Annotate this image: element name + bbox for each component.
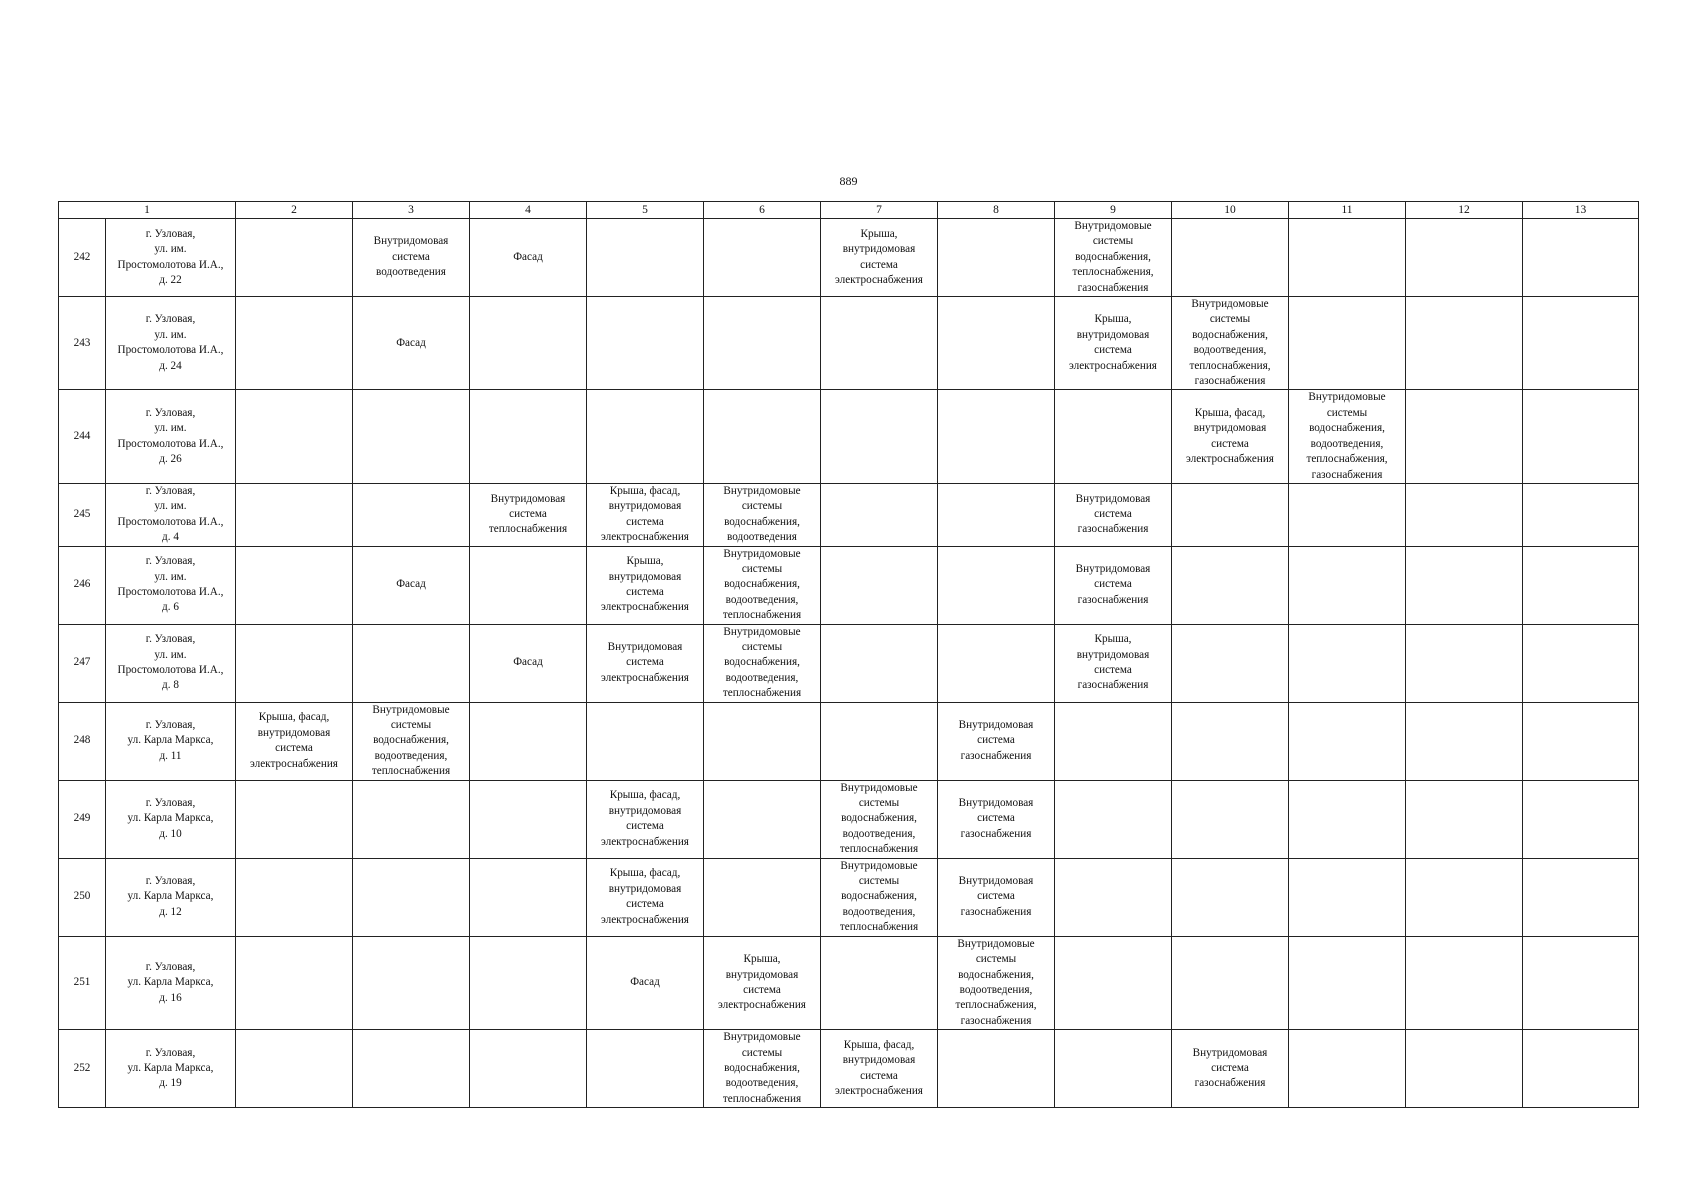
column-header: 6 [704,202,821,219]
work-cell [236,546,353,624]
work-cell: Внутридомовая система газоснабжения [938,702,1055,780]
work-cell [1406,390,1523,483]
work-cell [470,546,587,624]
column-header: 10 [1172,202,1289,219]
row-number: 244 [59,390,106,483]
work-cell [353,936,470,1029]
work-cell: Внутридомовые системы водоснабжения, водоотведения, теплоснабжения, газоснабжения [1289,390,1406,483]
work-cell: Фасад [353,297,470,390]
work-cell [236,297,353,390]
work-cell [1289,219,1406,297]
work-cell: Крыша, внутридомовая система газоснабжения [1055,624,1172,702]
page-number: 889 [839,174,858,188]
work-cell [704,780,821,858]
work-cell [587,297,704,390]
column-header: 1 [59,202,236,219]
work-cell [938,390,1055,483]
work-cell [1406,936,1523,1029]
address-cell: г. Узловая, ул. Карла Маркса, д. 12 [106,858,236,936]
work-cell: Крыша, фасад, внутридомовая система электроснабжения [587,780,704,858]
work-cell [1523,702,1639,780]
column-header: 7 [821,202,938,219]
table-row [59,219,1639,297]
work-cell [1289,297,1406,390]
work-cell [1289,936,1406,1029]
work-cell: Внутридомовая система газоснабжения [1055,546,1172,624]
table-row [59,297,1639,390]
work-cell [353,1030,470,1108]
work-cell: Крыша, внутридомовая система электроснабжения [704,936,821,1029]
work-cell [1406,624,1523,702]
address-cell: г. Узловая, ул. им. Простомолотова И.А., д. 4 [106,483,236,546]
work-cell [1406,546,1523,624]
work-cell: Внутридомовые системы водоснабжения, водоотведения, теплоснабжения, газоснабжения [938,936,1055,1029]
work-cell [938,219,1055,297]
work-cell [470,780,587,858]
address-cell: г. Узловая, ул. им. Простомолотова И.А., д. 6 [106,546,236,624]
work-cell [1289,546,1406,624]
address-cell: г. Узловая, ул. Карла Маркса, д. 11 [106,702,236,780]
work-cell: Крыша, фасад, внутридомовая система электроснабжения [587,483,704,546]
row-number: 243 [59,297,106,390]
work-cell [1055,780,1172,858]
work-cell [1406,219,1523,297]
work-cell [1172,483,1289,546]
table-row [59,936,1639,1029]
work-cell [938,297,1055,390]
row-number: 252 [59,1030,106,1108]
table-row [59,483,1639,546]
work-cell [470,858,587,936]
work-cell [353,390,470,483]
work-cell [821,546,938,624]
work-cell: Внутридомовая система газоснабжения [938,780,1055,858]
work-cell [1055,702,1172,780]
work-cell [1289,1030,1406,1108]
table-row [59,858,1639,936]
work-cell: Фасад [353,546,470,624]
work-cell [1289,624,1406,702]
work-cell [1289,483,1406,546]
work-cell [1523,483,1639,546]
work-cell [236,858,353,936]
row-number: 242 [59,219,106,297]
work-cell [704,858,821,936]
table-header-row [59,202,1639,219]
column-header: 13 [1523,202,1639,219]
address-cell: г. Узловая, ул. им. Простомолотова И.А., д. 26 [106,390,236,483]
work-cell [1172,219,1289,297]
work-cell [1289,858,1406,936]
row-number: 248 [59,702,106,780]
work-cell [587,1030,704,1108]
work-cell: Крыша, фасад, внутридомовая система электроснабжения [587,858,704,936]
work-cell: Фасад [470,624,587,702]
work-cell [470,936,587,1029]
column-header: 11 [1289,202,1406,219]
table-body [59,219,1639,1108]
work-cell [821,390,938,483]
table-row [59,390,1639,483]
work-cell [1055,390,1172,483]
work-cell [236,390,353,483]
work-cell [938,624,1055,702]
work-cell: Внутридомовые системы водоснабжения, водоотведения [704,483,821,546]
address-cell: г. Узловая, ул. им. Простомолотова И.А., д. 22 [106,219,236,297]
work-cell [938,546,1055,624]
work-cell [236,936,353,1029]
table-row [59,702,1639,780]
work-cell [821,297,938,390]
work-cell [353,780,470,858]
repair-schedule-table [58,201,1639,1108]
work-cell [1523,936,1639,1029]
work-cell [353,624,470,702]
work-cell [587,702,704,780]
work-cell [704,219,821,297]
work-cell [587,219,704,297]
row-number: 250 [59,858,106,936]
work-cell [236,483,353,546]
work-cell: Внутридомовые системы водоснабжения, водоотведения, теплоснабжения [353,702,470,780]
work-cell [1172,624,1289,702]
work-cell [236,624,353,702]
work-cell: Внутридомовая система теплоснабжения [470,483,587,546]
work-cell: Крыша, фасад, внутридомовая система электроснабжения [821,1030,938,1108]
work-cell [1289,702,1406,780]
work-cell: Крыша, внутридомовая система электроснабжения [821,219,938,297]
work-cell [821,936,938,1029]
work-cell [1523,1030,1639,1108]
work-cell [1523,297,1639,390]
work-cell [1523,546,1639,624]
table-row [59,1030,1639,1108]
work-cell: Крыша, внутридомовая система электроснабжения [587,546,704,624]
work-cell: Внутридомовые системы водоснабжения, водоотведения, теплоснабжения [704,546,821,624]
work-cell [938,483,1055,546]
work-cell [470,390,587,483]
work-cell: Фасад [470,219,587,297]
work-cell [353,858,470,936]
work-cell [1406,702,1523,780]
row-number: 247 [59,624,106,702]
work-cell [1289,780,1406,858]
work-cell: Внутридомовые системы водоснабжения, водоотведения, теплоснабжения [821,858,938,936]
work-cell [821,624,938,702]
address-cell: г. Узловая, ул. Карла Маркса, д. 16 [106,936,236,1029]
work-cell: Внутридомовая система газоснабжения [1055,483,1172,546]
work-cell [236,219,353,297]
work-cell [1055,936,1172,1029]
work-cell: Внутридомовые системы водоснабжения, водоотведения, теплоснабжения, газоснабжения [1172,297,1289,390]
column-header: 12 [1406,202,1523,219]
work-cell: Крыша, фасад, внутридомовая система электроснабжения [1172,390,1289,483]
work-cell [470,702,587,780]
work-cell: Внутридомовые системы водоснабжения, водоотведения, теплоснабжения [821,780,938,858]
work-cell [1523,624,1639,702]
work-cell: Внутридомовая система водоотведения [353,219,470,297]
work-cell [704,390,821,483]
work-cell [353,483,470,546]
work-cell [1055,1030,1172,1108]
work-cell: Внутридомовая система газоснабжения [938,858,1055,936]
address-cell: г. Узловая, ул. Карла Маркса, д. 19 [106,1030,236,1108]
column-header: 4 [470,202,587,219]
column-header: 9 [1055,202,1172,219]
column-header: 2 [236,202,353,219]
work-cell: Внутридомовые системы водоснабжения, водоотведения, теплоснабжения [704,1030,821,1108]
work-cell [938,1030,1055,1108]
work-cell [1172,936,1289,1029]
work-cell [1523,858,1639,936]
address-cell: г. Узловая, ул. Карла Маркса, д. 10 [106,780,236,858]
work-cell [470,1030,587,1108]
row-number: 251 [59,936,106,1029]
address-cell: г. Узловая, ул. им. Простомолотова И.А., д. 8 [106,624,236,702]
work-cell [1523,390,1639,483]
work-cell [704,297,821,390]
work-cell [587,390,704,483]
work-cell [1523,219,1639,297]
column-header: 3 [353,202,470,219]
work-cell [1055,858,1172,936]
work-cell [821,483,938,546]
work-cell [704,702,821,780]
work-cell: Внутридомовые системы водоснабжения, теплоснабжения, газоснабжения [1055,219,1172,297]
work-cell [1406,297,1523,390]
row-number: 249 [59,780,106,858]
work-cell [236,1030,353,1108]
table-row [59,780,1639,858]
work-cell [1406,780,1523,858]
work-cell: Внутридомовые системы водоснабжения, водоотведения, теплоснабжения [704,624,821,702]
work-cell [470,297,587,390]
column-header: 5 [587,202,704,219]
address-cell: г. Узловая, ул. им. Простомолотова И.А., д. 24 [106,297,236,390]
work-cell: Крыша, внутридомовая система электроснабжения [1055,297,1172,390]
work-cell [1406,1030,1523,1108]
work-cell [1172,546,1289,624]
row-number: 245 [59,483,106,546]
work-cell [1523,780,1639,858]
work-cell [1172,780,1289,858]
work-cell [821,702,938,780]
work-cell: Фасад [587,936,704,1029]
work-cell: Внутридомовая система электроснабжения [587,624,704,702]
work-cell [236,780,353,858]
work-cell: Внутридомовая система газоснабжения [1172,1030,1289,1108]
table-row [59,624,1639,702]
work-cell [1172,702,1289,780]
work-cell: Крыша, фасад, внутридомовая система электроснабжения [236,702,353,780]
work-cell [1406,483,1523,546]
table-row [59,546,1639,624]
column-header: 8 [938,202,1055,219]
work-cell [1172,858,1289,936]
row-number: 246 [59,546,106,624]
work-cell [1406,858,1523,936]
